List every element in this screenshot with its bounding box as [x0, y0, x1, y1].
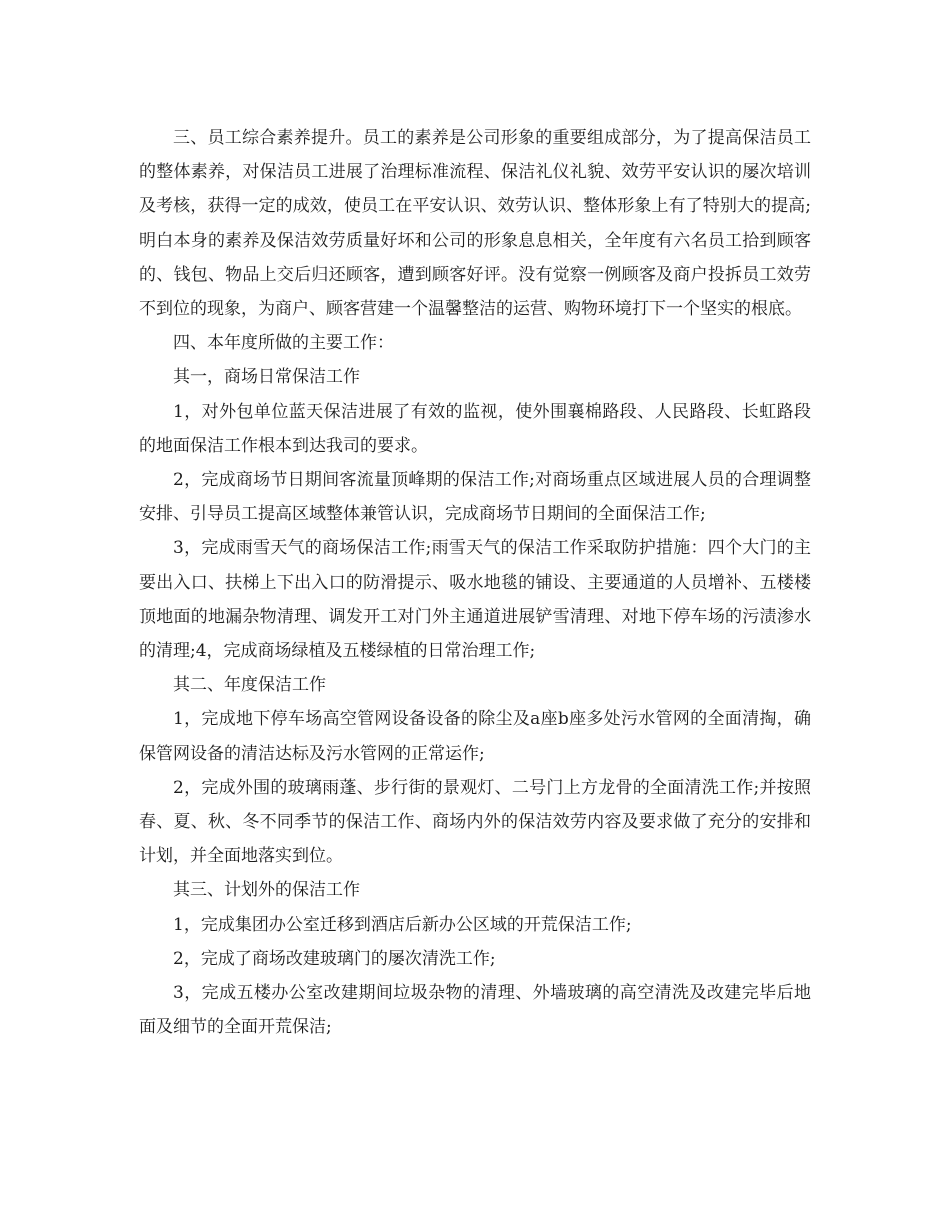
paragraph-item: 1，完成集团办公室迁移到酒店后新办公区域的开荒保洁工作;	[173, 914, 632, 935]
heading-main-work: 四、本年度所做的主要工作：	[173, 333, 394, 354]
subheading-daily-cleaning: 其一，商场日常保洁工作	[173, 367, 360, 388]
paragraph-staff-quality: 三、员工综合素养提升。员工的素养是公司形象的重要组成部分，为了提高保洁员工的整体素养，对保洁员工进展了治理标准流程、保洁礼仪礼貌、效劳平安认识的屡次培训及考核，获得一定的成效，使员工在平安认识、效劳认识、整体形象上有了特别大的提高;明白本身的素养及保洁效劳质量好坏和公司的形象息息相关，全年度有六名员工拾到顾客的、钱包、物品上交后归还顾客，遭到顾客好评。没有觉察一例顾客及商户投拆员工效劳不到位的现象，为商户、顾客营建一个温馨整洁的运营、购物环境打下一个坚实的根底。	[139, 128, 811, 320]
paragraph-item: 1，完成地下停车场高空管网设备设备的除尘及a座b座多处污水管网的全面清掏，确保管网设备的清洁达标及污水管网的正常运作;	[139, 709, 811, 764]
paragraph-item: 2，完成了商场改建玻璃门的屡次清洗工作;	[173, 948, 496, 969]
paragraph-item: 1，对外包单位蓝天保洁进展了有效的监视，使外围襄棉路段、人民路段、长虹路段的地面保洁工作根本到达我司的要求。	[139, 401, 811, 456]
paragraph-item: 3，完成雨雪天气的商场保洁工作;雨雪天气的保洁工作采取防护措施：四个大门的主要出入口、扶梯上下出入口的防滑提示、吸水地毯的铺设、主要通道的人员增补、五楼楼顶地面的地漏杂物清理、调发开工对门外主通道进展铲雪清理、对地下停车场的污渍渗水的清理;4，完成商场绿植及五楼绿植的日常治理工作;	[139, 538, 811, 662]
paragraph-item: 2，完成外围的玻璃雨蓬、步行街的景观灯、二号门上方龙骨的全面清洗工作;并按照春、夏、秋、冬不同季节的保洁工作、商场内外的保洁效劳内容及要求做了充分的安排和计划，并全面地落实到位。	[139, 777, 811, 867]
paragraph-item: 2，完成商场节日期间客流量顶峰期的保洁工作;对商场重点区域进展人员的合理调整安排、引导员工提高区域整体兼管认识，完成商场节日期间的全面保洁工作;	[139, 470, 811, 525]
paragraph-item: 3，完成五楼办公室改建期间垃圾杂物的清理、外墙玻璃的高空清洗及改建完毕后地面及细节的全面开荒保洁;	[139, 983, 811, 1038]
document-body	[139, 121, 811, 1044]
subheading-annual-cleaning: 其二、年度保洁工作	[173, 675, 326, 696]
subheading-unplanned-cleaning: 其三、计划外的保洁工作	[173, 880, 360, 901]
